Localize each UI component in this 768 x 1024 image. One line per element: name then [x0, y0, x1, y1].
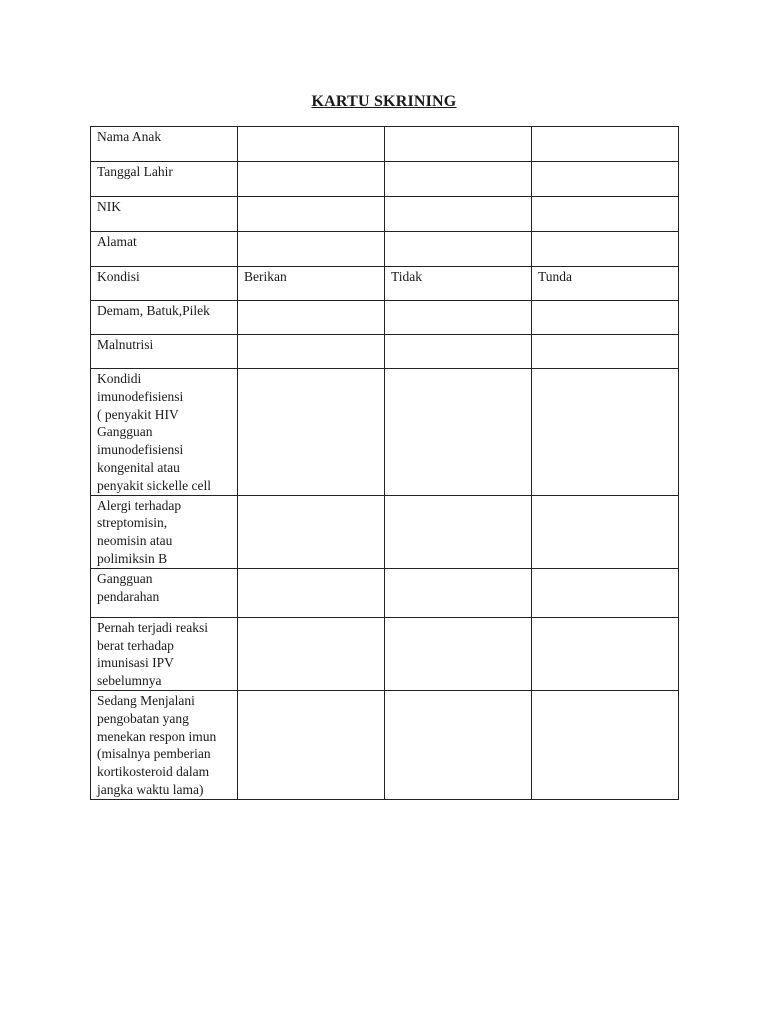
empty-cell: [238, 617, 385, 690]
condition-label: Gangguan pendarahan: [91, 568, 238, 617]
row-nik: [91, 197, 679, 232]
row-label: Tanggal Lahir: [91, 162, 238, 197]
screening-table: [90, 126, 679, 800]
row-prior-ipv-reaction: [91, 617, 679, 690]
row-bleeding-disorder: [91, 568, 679, 617]
row-label: Nama Anak: [91, 127, 238, 162]
empty-cell: [385, 617, 532, 690]
empty-cell: [385, 162, 532, 197]
empty-cell: [238, 335, 385, 369]
row-birth-date: [91, 162, 679, 197]
empty-cell: [385, 369, 532, 496]
row-label: NIK: [91, 197, 238, 232]
empty-cell: [238, 495, 385, 568]
empty-cell: [385, 495, 532, 568]
row-label: Alamat: [91, 232, 238, 267]
empty-cell: [238, 301, 385, 335]
empty-cell: [532, 617, 679, 690]
empty-cell: [532, 232, 679, 267]
condition-label: Alergi terhadap streptomisin, neomisin atau polimiksin B: [91, 495, 238, 568]
condition-label: Pernah terjadi reaksi berat terhadap imunisasi IPV sebelumnya: [91, 617, 238, 690]
row-child-name: [91, 127, 679, 162]
condition-header-label: Kondisi: [91, 267, 238, 301]
column-header-no: Tidak: [385, 267, 532, 301]
empty-cell: [385, 301, 532, 335]
condition-label: Demam, Batuk,Pilek: [91, 301, 238, 335]
empty-cell: [385, 335, 532, 369]
empty-cell: [385, 690, 532, 799]
empty-cell: [385, 127, 532, 162]
empty-cell: [532, 197, 679, 232]
column-header-delay: Tunda: [532, 267, 679, 301]
empty-cell: [532, 369, 679, 496]
document-title: KARTU SKRINING: [311, 93, 457, 110]
empty-cell: [385, 232, 532, 267]
empty-cell: [532, 301, 679, 335]
empty-cell: [385, 568, 532, 617]
empty-cell: [238, 127, 385, 162]
row-immunodeficiency: [91, 369, 679, 496]
condition-label: Sedang Menjalani pengobatan yang menekan respon imun (misalnya pemberian kortikosteroid dalam jangka waktu lama): [91, 690, 238, 799]
empty-cell: [532, 495, 679, 568]
empty-cell: [532, 568, 679, 617]
column-header-give: Berikan: [238, 267, 385, 301]
empty-cell: [238, 197, 385, 232]
empty-cell: [238, 690, 385, 799]
empty-cell: [238, 162, 385, 197]
row-fever-cough-cold: [91, 301, 679, 335]
row-immunosuppressive-treatment: [91, 690, 679, 799]
empty-cell: [238, 568, 385, 617]
condition-label: Malnutrisi: [91, 335, 238, 369]
empty-cell: [532, 335, 679, 369]
condition-label: Kondidi imunodefisiensi ( penyakit HIV Gangguan imunodefisiensi kongenital atau penyakit sickelle cell: [91, 369, 238, 496]
empty-cell: [532, 162, 679, 197]
row-malnutrition: [91, 335, 679, 369]
row-condition-header: [91, 267, 679, 301]
empty-cell: [385, 197, 532, 232]
empty-cell: [238, 369, 385, 496]
empty-cell: [238, 232, 385, 267]
empty-cell: [532, 690, 679, 799]
row-address: [91, 232, 679, 267]
row-allergy: [91, 495, 679, 568]
empty-cell: [532, 127, 679, 162]
